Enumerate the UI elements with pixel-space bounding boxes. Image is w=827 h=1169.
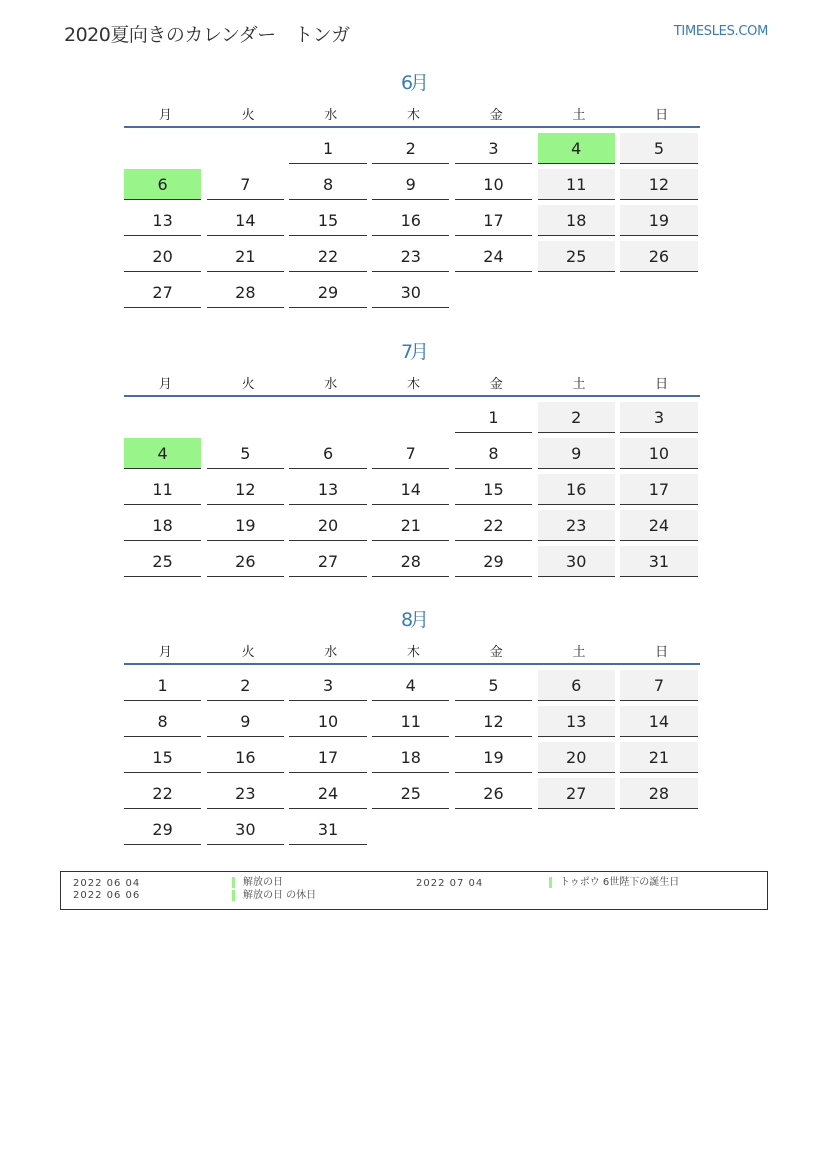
empty-cell — [289, 402, 366, 433]
day-cell: 5 — [455, 670, 532, 701]
empty-cell — [538, 277, 615, 308]
day-cell: 17 — [289, 742, 366, 773]
day-cell: 1 — [124, 670, 201, 701]
day-cell: 19 — [207, 510, 284, 541]
day-cell: 1 — [455, 402, 532, 433]
weekday-label: 月 — [158, 108, 172, 123]
day-cell: 7 — [207, 169, 284, 200]
day-cell: 25 — [538, 241, 615, 272]
weekday-header — [124, 639, 703, 663]
legend-holiday-name: トゥポウ 6世陛下の誕生日 — [549, 877, 679, 888]
day-cell: 26 — [455, 778, 532, 809]
empty-cell — [124, 133, 201, 164]
weekday-label: 木 — [407, 377, 421, 392]
day-cell: 6 — [124, 169, 201, 200]
weekday-label: 土 — [572, 645, 586, 660]
day-cell: 26 — [207, 546, 284, 577]
weekday-label: 月 — [158, 377, 172, 392]
weekday-label: 火 — [241, 645, 255, 660]
holiday-legend — [60, 871, 768, 910]
day-cell: 20 — [124, 241, 201, 272]
day-cell: 13 — [538, 706, 615, 737]
week-row — [124, 670, 703, 706]
day-cell: 10 — [620, 438, 697, 469]
week-row — [124, 133, 703, 169]
day-cell: 4 — [124, 438, 201, 469]
weekday-label: 金 — [489, 377, 503, 392]
day-cell: 21 — [372, 510, 449, 541]
week-row — [124, 742, 703, 778]
day-cell: 28 — [620, 778, 697, 809]
day-cell: 15 — [455, 474, 532, 505]
day-cell: 1 — [289, 133, 366, 164]
day-cell: 3 — [289, 670, 366, 701]
day-cell: 11 — [372, 706, 449, 737]
week-row — [124, 402, 703, 438]
day-cell: 5 — [620, 133, 697, 164]
day-cell: 13 — [289, 474, 366, 505]
weekday-label: 日 — [655, 377, 669, 392]
day-cell: 2 — [538, 402, 615, 433]
weekday-label: 木 — [407, 108, 421, 123]
empty-cell — [207, 402, 284, 433]
day-cell: 27 — [124, 277, 201, 308]
legend-date: 2022 06 06 — [73, 890, 141, 901]
day-cell: 24 — [620, 510, 697, 541]
day-cell: 16 — [372, 205, 449, 236]
day-cell: 7 — [620, 670, 697, 701]
week-row — [124, 814, 703, 850]
weekday-label: 水 — [324, 377, 338, 392]
day-cell: 8 — [289, 169, 366, 200]
day-cell: 15 — [124, 742, 201, 773]
week-row — [124, 778, 703, 814]
day-cell: 8 — [455, 438, 532, 469]
day-cell: 22 — [289, 241, 366, 272]
legend-date: 2022 06 04 — [73, 878, 141, 889]
empty-cell — [207, 133, 284, 164]
weekday-label: 木 — [407, 645, 421, 660]
day-cell: 6 — [538, 670, 615, 701]
empty-cell — [538, 814, 615, 845]
day-cell: 11 — [538, 169, 615, 200]
day-cell: 24 — [455, 241, 532, 272]
day-cell: 20 — [289, 510, 366, 541]
weekday-label: 日 — [655, 108, 669, 123]
weekday-label: 火 — [241, 108, 255, 123]
weekday-label: 日 — [655, 645, 669, 660]
day-cell: 12 — [455, 706, 532, 737]
day-cell: 8 — [124, 706, 201, 737]
weekday-label: 火 — [241, 377, 255, 392]
month-title: 7月 — [400, 341, 427, 363]
day-cell: 29 — [124, 814, 201, 845]
day-cell: 18 — [538, 205, 615, 236]
day-cell: 3 — [455, 133, 532, 164]
weekday-header — [124, 102, 703, 126]
day-cell: 4 — [372, 670, 449, 701]
day-cell: 21 — [207, 241, 284, 272]
site-brand-link[interactable]: TIMESLES.COM — [673, 24, 768, 39]
day-cell: 23 — [538, 510, 615, 541]
day-cell: 14 — [620, 706, 697, 737]
day-cell: 31 — [620, 546, 697, 577]
day-cell: 12 — [207, 474, 284, 505]
day-cell: 22 — [455, 510, 532, 541]
day-cell: 20 — [538, 742, 615, 773]
day-cell: 4 — [538, 133, 615, 164]
legend-holiday-name: 解放の日 の休日 — [232, 890, 316, 901]
empty-cell — [455, 277, 532, 308]
weekday-label: 水 — [324, 645, 338, 660]
day-cell: 3 — [620, 402, 697, 433]
day-cell: 16 — [207, 742, 284, 773]
empty-cell — [372, 402, 449, 433]
day-cell: 23 — [207, 778, 284, 809]
month-title: 6月 — [400, 72, 427, 94]
month-calendar — [124, 607, 703, 850]
day-cell: 18 — [124, 510, 201, 541]
empty-cell — [455, 814, 532, 845]
day-cell: 17 — [620, 474, 697, 505]
weekday-label: 月 — [158, 645, 172, 660]
day-cell: 15 — [289, 205, 366, 236]
day-cell: 10 — [455, 169, 532, 200]
week-row — [124, 205, 703, 241]
day-cell: 10 — [289, 706, 366, 737]
day-cell: 11 — [124, 474, 201, 505]
empty-cell — [620, 277, 697, 308]
empty-cell — [124, 402, 201, 433]
legend-date: 2022 07 04 — [416, 878, 484, 889]
legend-holiday-name: 解放の日 — [232, 877, 283, 888]
day-cell: 9 — [372, 169, 449, 200]
day-cell: 28 — [372, 546, 449, 577]
day-cell: 27 — [289, 546, 366, 577]
empty-cell — [372, 814, 449, 845]
day-cell: 16 — [538, 474, 615, 505]
month-title: 8月 — [400, 609, 427, 631]
day-cell: 25 — [372, 778, 449, 809]
day-cell: 9 — [207, 706, 284, 737]
day-cell: 12 — [620, 169, 697, 200]
weekday-label: 金 — [489, 108, 503, 123]
day-cell: 18 — [372, 742, 449, 773]
day-cell: 30 — [207, 814, 284, 845]
week-row — [124, 510, 703, 546]
day-cell: 19 — [620, 205, 697, 236]
page-header — [64, 18, 768, 50]
day-cell: 26 — [620, 241, 697, 272]
day-cell: 2 — [207, 670, 284, 701]
day-cell: 19 — [455, 742, 532, 773]
day-cell: 29 — [289, 277, 366, 308]
day-cell: 25 — [124, 546, 201, 577]
week-row — [124, 706, 703, 742]
empty-cell — [620, 814, 697, 845]
week-row — [124, 438, 703, 474]
day-cell: 27 — [538, 778, 615, 809]
week-row — [124, 169, 703, 205]
day-cell: 5 — [207, 438, 284, 469]
week-row — [124, 241, 703, 277]
week-row — [124, 277, 703, 313]
day-cell: 17 — [455, 205, 532, 236]
day-cell: 13 — [124, 205, 201, 236]
day-cell: 14 — [207, 205, 284, 236]
day-cell: 7 — [372, 438, 449, 469]
weekday-label: 土 — [572, 377, 586, 392]
day-cell: 30 — [538, 546, 615, 577]
page-title: 2020夏向きのカレンダー トンガ — [64, 24, 350, 46]
month-calendar — [124, 339, 703, 582]
day-cell: 9 — [538, 438, 615, 469]
day-cell: 30 — [372, 277, 449, 308]
month-calendar — [124, 70, 703, 313]
weekday-label: 金 — [489, 645, 503, 660]
week-row — [124, 474, 703, 510]
day-cell: 22 — [124, 778, 201, 809]
day-cell: 23 — [372, 241, 449, 272]
day-cell: 24 — [289, 778, 366, 809]
weekday-header — [124, 371, 703, 395]
day-cell: 28 — [207, 277, 284, 308]
week-row — [124, 546, 703, 582]
day-cell: 21 — [620, 742, 697, 773]
day-cell: 29 — [455, 546, 532, 577]
day-cell: 31 — [289, 814, 366, 845]
day-cell: 6 — [289, 438, 366, 469]
day-cell: 14 — [372, 474, 449, 505]
day-cell: 2 — [372, 133, 449, 164]
weekday-label: 土 — [572, 108, 586, 123]
weekday-label: 水 — [324, 108, 338, 123]
